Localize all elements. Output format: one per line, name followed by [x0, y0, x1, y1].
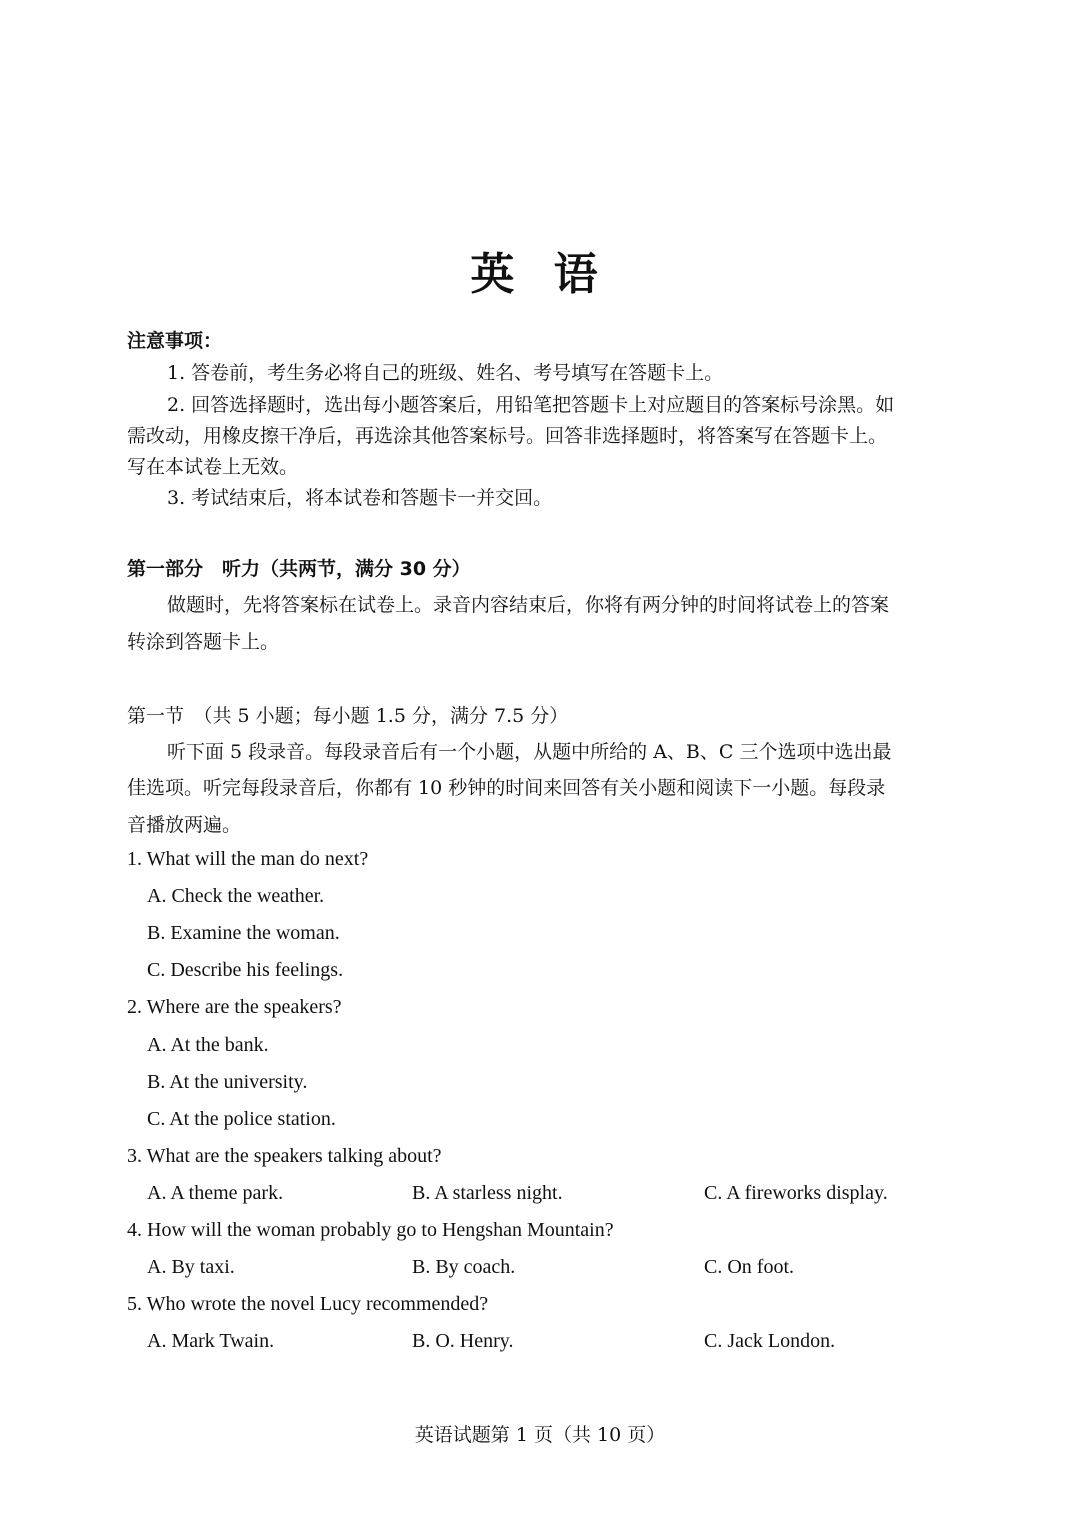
- notice-item-2-end: 写在本试卷上无效。: [127, 456, 299, 478]
- part1-intro-line-1: 做题时，先将答案标在试卷上。录音内容结束后，你将有两分钟的时间将试卷上的答案: [167, 594, 890, 616]
- section1-intro-line-2: 佳选项。听完每段录音后，你都有 10 秒钟的时间来回答有关小题和阅读下一小题。每段录: [127, 777, 886, 799]
- q5-option-c: C. Jack London.: [704, 1330, 836, 1352]
- section1-intro-line-1: 听下面 5 段录音。每段录音后有一个小题，从题中所给的 A、B、C 三个选项中选出最: [167, 741, 892, 763]
- q3-option-c: C. A fireworks display.: [704, 1182, 888, 1204]
- q2-option-c: C. At the police station.: [147, 1108, 336, 1130]
- notice-item-2-cont: 需改动，用橡皮擦干净后，再选涂其他答案标号。回答非选择题时，将答案写在答题卡上。: [127, 425, 888, 447]
- q2-option-b: B. At the university.: [147, 1071, 308, 1093]
- q4-option-b: B. By coach.: [412, 1256, 516, 1278]
- question-4: 4. How will the woman probably go to Hengshan Mountain?: [127, 1219, 614, 1241]
- q1-option-a: A. Check the weather.: [147, 885, 325, 907]
- section1-intro-line-3: 音播放两遍。: [127, 814, 242, 836]
- part1-intro-line-2: 转涂到答题卡上。: [127, 631, 280, 653]
- q1-option-b: B. Examine the woman.: [147, 922, 340, 944]
- q3-option-a: A. A theme park.: [147, 1182, 284, 1204]
- q1-option-c: C. Describe his feelings.: [147, 959, 344, 981]
- question-5: 5. Who wrote the novel Lucy recommended?: [127, 1293, 489, 1315]
- question-1: 1. What will the man do next?: [127, 848, 369, 870]
- notice-item-3: 3. 考试结束后，将本试卷和答题卡一并交回。: [167, 487, 553, 509]
- notice-item-2: 2. 回答选择题时，选出每小题答案后，用铅笔把答题卡上对应题目的答案标号涂黑。如: [167, 394, 895, 416]
- notice-heading: 注意事项：: [127, 330, 223, 352]
- notice-item-1: 1. 答卷前，考生务必将自己的班级、姓名、考号填写在答题卡上。: [167, 362, 724, 384]
- q5-option-a: A. Mark Twain.: [147, 1330, 275, 1352]
- page-title: 英 语: [470, 249, 610, 300]
- q4-option-a: A. By taxi.: [147, 1256, 235, 1278]
- q5-option-b: B. O. Henry.: [412, 1330, 514, 1352]
- q4-option-c: C. On foot.: [704, 1256, 794, 1278]
- question-3: 3. What are the speakers talking about?: [127, 1145, 442, 1167]
- q2-option-a: A. At the bank.: [147, 1034, 269, 1056]
- question-2: 2. Where are the speakers?: [127, 996, 342, 1018]
- q3-option-b: B. A starless night.: [412, 1182, 563, 1204]
- page-footer: 英语试题第 1 页（共 10 页）: [414, 1424, 666, 1446]
- section1-heading: 第一节 （共 5 小题；每小题 1.5 分，满分 7.5 分）: [127, 705, 569, 727]
- part1-heading: 第一部分 听力（共两节，满分 30 分）: [127, 558, 471, 580]
